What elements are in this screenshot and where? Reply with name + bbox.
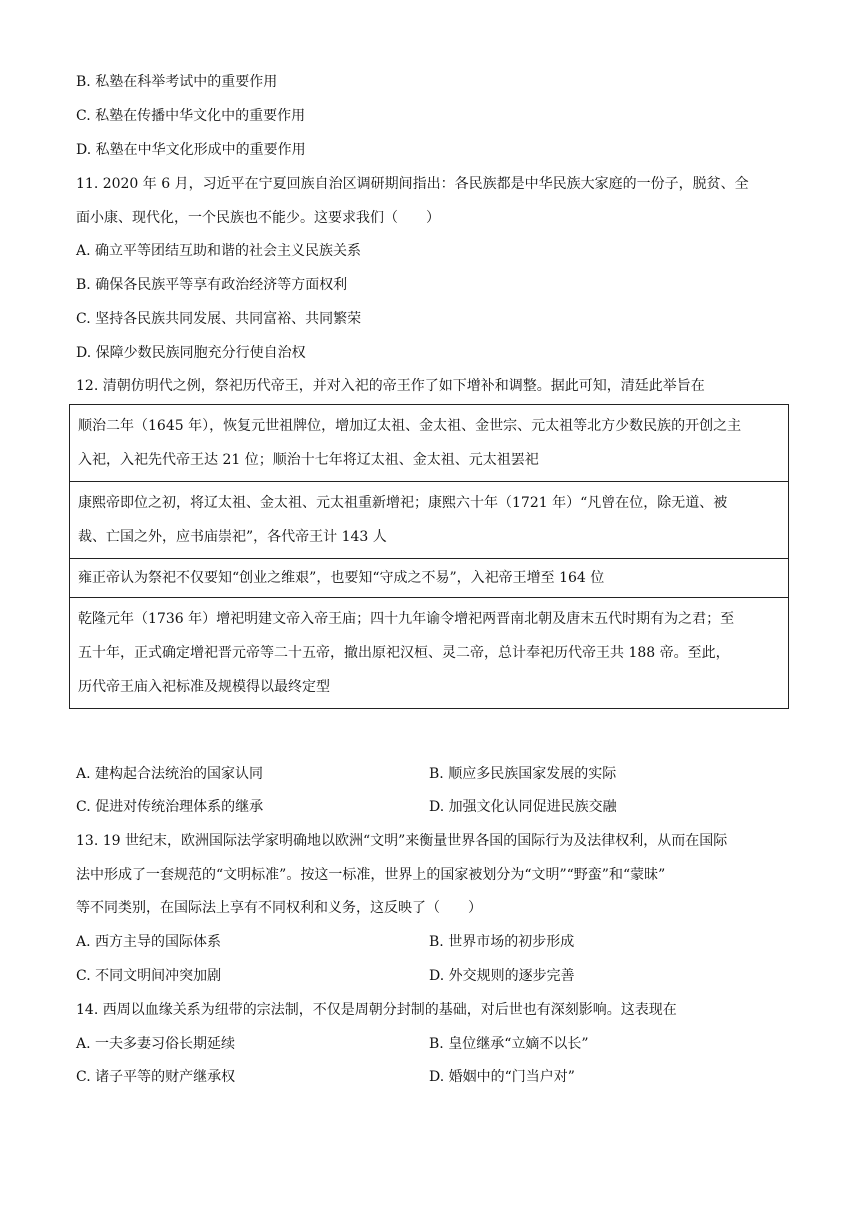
cell-line: 裁、亡国之外，应书庙崇祀”，各代帝王计 143 人 <box>78 529 387 545</box>
q12-option-c: C. 促进对传统治理体系的继承 <box>76 799 264 815</box>
table-cell-kangxi <box>70 482 789 559</box>
q12-option-d: D. 加强文化认同促进民族交融 <box>429 799 617 815</box>
q11-option-b: B. 确保各民族平等享有政治经济等方面权利 <box>76 277 348 293</box>
q10-option-d: D. 私塾在中华文化形成中的重要作用 <box>76 142 306 158</box>
table-row <box>70 405 789 482</box>
q11-stem-line1: 11. 2020 年 6 月，习近平在宁夏回族自治区调研期间指出：各民族都是中华民族大家庭的一份子，脱贫、全 <box>76 176 749 192</box>
q14-option-d: D. 婚姻中的“门当户对” <box>429 1069 575 1085</box>
q11-option-a: A. 确立平等团结互助和谐的社会主义民族关系 <box>76 243 362 259</box>
cell-line: 五十年，正式确定增祀晋元帝等二十五帝，撤出原祀汉桓、灵二帝，总计奉祀历代帝王共 188 帝。至此， <box>78 645 730 661</box>
table-row <box>70 559 789 598</box>
q14-option-c: C. 诸子平等的财产继承权 <box>76 1069 236 1085</box>
q11-stem-line2: 面小康、现代化，一个民族也不能少。这要求我们（ ） <box>76 210 440 226</box>
q13-stem-line1: 13. 19 世纪末，欧洲国际法学家明确地以欧洲“文明”来衡量世界各国的国际行为及法律权利，从而在国际 <box>76 833 728 849</box>
q10-option-b: B. 私塾在科举考试中的重要作用 <box>76 74 278 90</box>
cell-line: 雍正帝认为祭祀不仅要知“创业之维艰”，也要知“守成之不易”，入祀帝王增至 164 位 <box>78 570 605 586</box>
q13-option-c: C. 不同文明间冲突加剧 <box>76 968 222 984</box>
cell-line: 顺治二年（1645 年），恢复元世祖牌位，增加辽太祖、金太祖、金世宗、元太祖等北方少数民族的开创之主 <box>78 418 742 434</box>
q14-option-a: A. 一夫多妻习俗长期延续 <box>76 1036 236 1052</box>
cell-line: 康熙帝即位之初，将辽太祖、金太祖、元太祖重新增祀；康熙六十年（1721 年）“凡曾在位，除无道、被 <box>78 495 728 511</box>
q14-stem: 14. 西周以血缘关系为纽带的宗法制，不仅是周朝分封制的基础，对后世也有深刻影响。这表现在 <box>76 1002 677 1018</box>
q12-option-b: B. 顺应多民族国家发展的实际 <box>429 766 617 782</box>
q13-option-b: B. 世界市场的初步形成 <box>429 934 575 950</box>
cell-line: 历代帝王庙入祀标准及规模得以最终定型 <box>78 679 330 695</box>
q13-stem-line2: 法中形成了一套规范的“文明标准”。按这一标准，世界上的国家被划分为“文明”“野蛮”和“蒙昧” <box>76 867 666 883</box>
q14-option-b: B. 皇位继承“立嫡不以长” <box>429 1036 589 1052</box>
table-row <box>70 598 789 709</box>
table-row <box>70 482 789 559</box>
table-cell-shunzhi <box>70 405 789 482</box>
q11-option-c: C. 坚持各民族共同发展、共同富裕、共同繁荣 <box>76 311 362 327</box>
q13-stem-line3: 等不同类别，在国际法上享有不同权利和义务，这反映了（ ） <box>76 900 482 916</box>
q13-option-a: A. 西方主导的国际体系 <box>76 934 222 950</box>
table-cell-yongzheng <box>70 559 789 598</box>
q11-option-d: D. 保障少数民族同胞充分行使自治权 <box>76 345 306 361</box>
table-cell-qianlong <box>70 598 789 709</box>
q12-option-a: A. 建构起合法统治的国家认同 <box>76 766 264 782</box>
q13-option-d: D. 外交规则的逐步完善 <box>429 968 575 984</box>
q12-stem: 12. 清朝仿明代之例，祭祀历代帝王，并对入祀的帝王作了如下增补和调整。据此可知，清廷此举旨在 <box>76 378 705 394</box>
cell-line: 乾隆元年（1736 年）增祀明建文帝入帝王庙；四十九年谕令增祀两晋南北朝及唐末五代时期有为之君；至 <box>78 611 735 627</box>
q12-material-table <box>69 404 789 709</box>
cell-line: 入祀，入祀先代帝王达 21 位；顺治十七年将辽太祖、金太祖、元太祖罢祀 <box>78 452 539 468</box>
q10-option-c: C. 私塾在传播中华文化中的重要作用 <box>76 108 306 124</box>
